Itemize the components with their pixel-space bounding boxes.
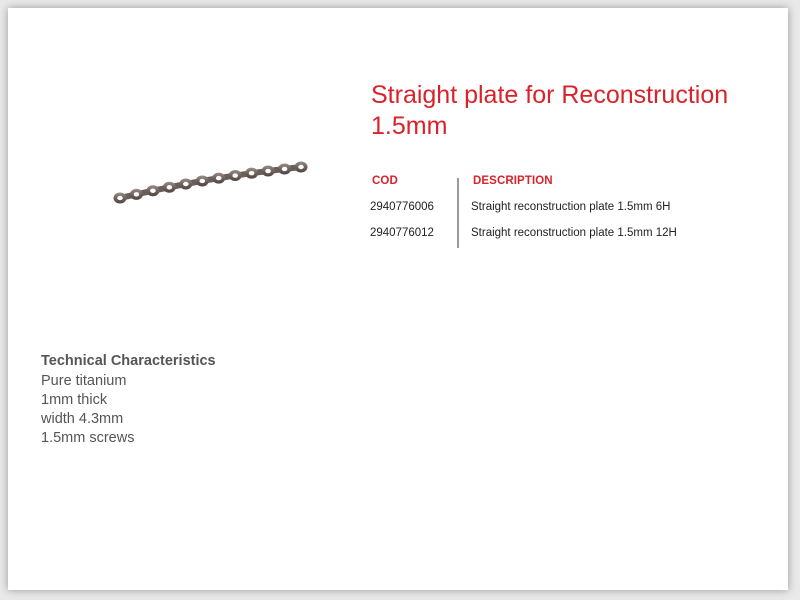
column-header-description: DESCRIPTION — [473, 175, 553, 187]
plate-hole — [199, 179, 205, 183]
table-row-code: 2940776012 — [370, 227, 434, 239]
technical-title: Technical Characteristics — [41, 353, 216, 369]
technical-characteristics — [41, 353, 216, 448]
product-card — [8, 8, 788, 590]
plate-hole — [134, 192, 140, 196]
table-row-code: 2940776006 — [370, 201, 434, 213]
technical-line: 1.5mm screws — [41, 430, 135, 446]
plate-hole — [232, 173, 238, 177]
column-divider — [457, 178, 459, 248]
plate-hole — [265, 169, 271, 173]
plate-hole — [117, 196, 123, 200]
plate-hole — [150, 189, 156, 193]
reconstruction-plate-icon — [108, 156, 313, 216]
technical-line: width 4.3mm — [41, 411, 124, 427]
plate-hole — [167, 185, 173, 189]
column-header-code: COD — [372, 175, 398, 187]
plate-hole — [249, 171, 255, 175]
table-row-description: Straight reconstruction plate 1.5mm 12H — [471, 227, 677, 239]
technical-line: 1mm thick — [41, 392, 108, 408]
table-row-description: Straight reconstruction plate 1.5mm 6H — [471, 201, 671, 213]
plate-hole — [183, 182, 189, 186]
plate-hole — [216, 176, 222, 180]
plate-hole — [282, 167, 288, 171]
plate-hole — [298, 165, 304, 169]
technical-line: Pure titanium — [41, 373, 127, 389]
product-title: Straight plate for Reconstruction 1.5mm — [371, 81, 729, 140]
